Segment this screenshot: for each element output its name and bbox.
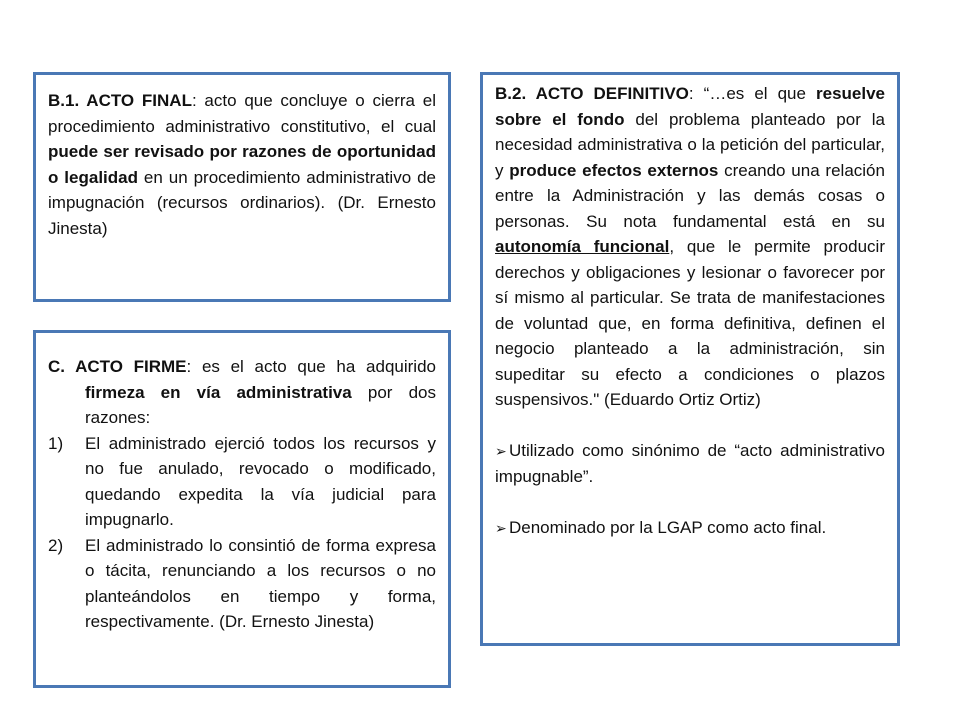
acto-definitivo-text-2: del problema planteado por la necesidad administrativa o la petición del particular, y — [495, 109, 885, 180]
list-item-text: El administrado lo consintió de forma expresa o tácita, renunciando a los recursos o no planteándolos en tiempo y forma, respectivamente. (Dr. Ernesto Jinesta) — [85, 535, 436, 631]
acto-final-text — [48, 88, 436, 241]
acto-definitivo-text-1: : “…es el que — [688, 84, 816, 103]
acto-definitivo-underline: autonomía funcional — [495, 237, 670, 256]
acto-firme-text-2: por dos razones: — [85, 382, 436, 427]
list-item-text: El administrado ejerció todos los recursos y no fue anulado, revocado o modificado, quedando expedita la vía judicial para impugnarlo. — [85, 433, 436, 529]
acto-firme-bold: firmeza en vía administrativa — [85, 382, 352, 402]
arrow-bullet-icon: ➢ — [495, 442, 507, 459]
acto-firme-intro — [48, 354, 436, 431]
acto-firme-text-1: : es el acto que ha adquirido — [186, 357, 436, 376]
bullet-item — [495, 438, 885, 490]
acto-final-bold: puede ser revisado por razones de oportunidad o legalidad — [48, 142, 436, 187]
acto-final-text-2: en un procedimiento administrativo de impugnación (recursos ordinarios). (Dr. Ernesto Jinesta) — [48, 167, 436, 238]
bullet-item — [495, 515, 885, 542]
acto-firme-box — [33, 330, 451, 688]
list-item-number: 1) — [48, 433, 64, 453]
acto-definitivo-box — [480, 72, 900, 646]
acto-firme-label: C. ACTO FIRME — [48, 357, 187, 376]
bullet-text: Denominado por la LGAP como acto final. — [509, 517, 827, 537]
acto-final-box — [33, 72, 451, 302]
list-item — [48, 431, 436, 533]
arrow-bullet-icon: ➢ — [495, 519, 507, 536]
acto-final-text-1: : acto que concluye o cierra el procedimiento administrativo constitutivo, el cual — [48, 91, 436, 136]
acto-definitivo-label: B.2. ACTO DEFINITIVO — [495, 84, 689, 103]
bullet-text: Utilizado como sinónimo de “acto administrativo impugnable”. — [495, 440, 885, 486]
acto-definitivo-text — [495, 81, 885, 413]
list-item — [48, 533, 436, 635]
acto-definitivo-text-3: creando una relación entre la Administración y las demás cosas o personas. Su nota fundamental está en su — [495, 160, 885, 231]
acto-definitivo-text-4: , que le permite producir derechos y obligaciones y lesionar o favorecer por sí mismo al particular. Se trata de manifestaciones de voluntad que, en forma definitiva, definen el negocio planteado a la administración, sin supeditar su efecto a condiciones o plazos suspensivos." (Eduardo Ortiz Ortiz) — [495, 237, 885, 409]
list-item-number: 2) — [48, 535, 64, 555]
acto-definitivo-bold-2: produce efectos externos — [509, 160, 719, 180]
acto-final-label: B.1. ACTO FINAL — [48, 91, 192, 110]
acto-definitivo-bold-1: resuelve sobre el fondo — [495, 84, 885, 129]
